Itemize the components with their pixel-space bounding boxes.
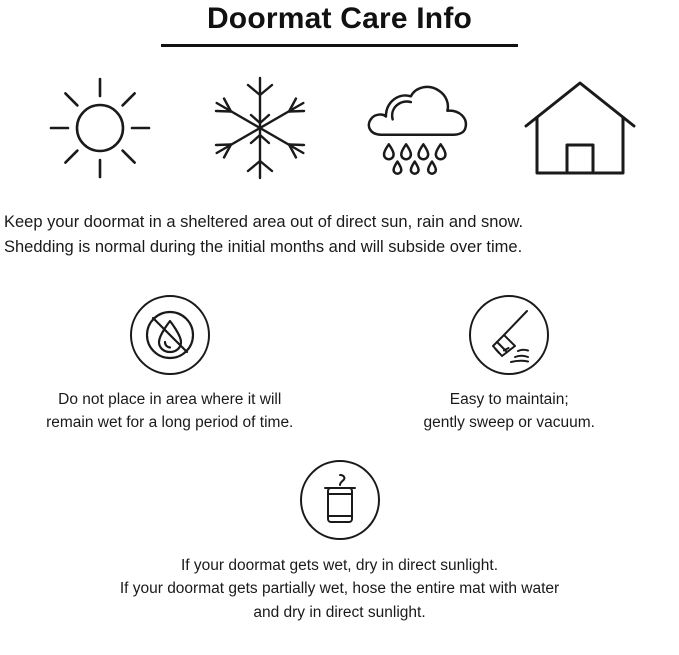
house-icon	[520, 71, 640, 186]
hanging-mat-dry-icon	[300, 460, 380, 540]
tip-easy-maintain	[340, 295, 679, 435]
sun-icon	[40, 71, 160, 186]
tip-no-standing-water	[0, 295, 340, 435]
snowflake-icon	[200, 71, 320, 186]
rain-cloud-icon	[360, 71, 480, 186]
tip-line: If your doormat gets partially wet, hose the entire mat with water	[119, 580, 560, 598]
tip-line: gently sweep or vacuum.	[423, 413, 595, 431]
tips-row	[0, 295, 679, 435]
tip-line: remain wet for a long period of time.	[46, 413, 294, 431]
tip-drying	[0, 460, 679, 624]
tip-line: If your doormat gets wet, dry in direct sunlight.	[180, 557, 499, 575]
tip-drying-caption	[120, 554, 559, 624]
main-care-text	[0, 210, 679, 261]
main-care-text-line-2: Shedding is normal during the initial months and will subside over time.	[4, 238, 523, 257]
no-water-icon	[130, 295, 210, 375]
tip-line: Do not place in area where it will	[58, 390, 282, 408]
tip-line: Easy to maintain;	[449, 390, 569, 408]
main-care-text-line-1: Keep your doormat in a sheltered area out of direct sun, rain and snow.	[4, 212, 524, 231]
weather-icon-row	[0, 71, 679, 186]
broom-sweep-icon	[469, 295, 549, 375]
title-underline-divider	[161, 44, 518, 47]
tip-line: and dry in direct sunlight.	[253, 603, 426, 621]
page-title: Doormat Care Info	[206, 2, 473, 35]
tip-no-standing-water-caption	[46, 388, 293, 435]
tip-easy-maintain-caption	[424, 388, 595, 435]
title-block	[0, 0, 679, 47]
